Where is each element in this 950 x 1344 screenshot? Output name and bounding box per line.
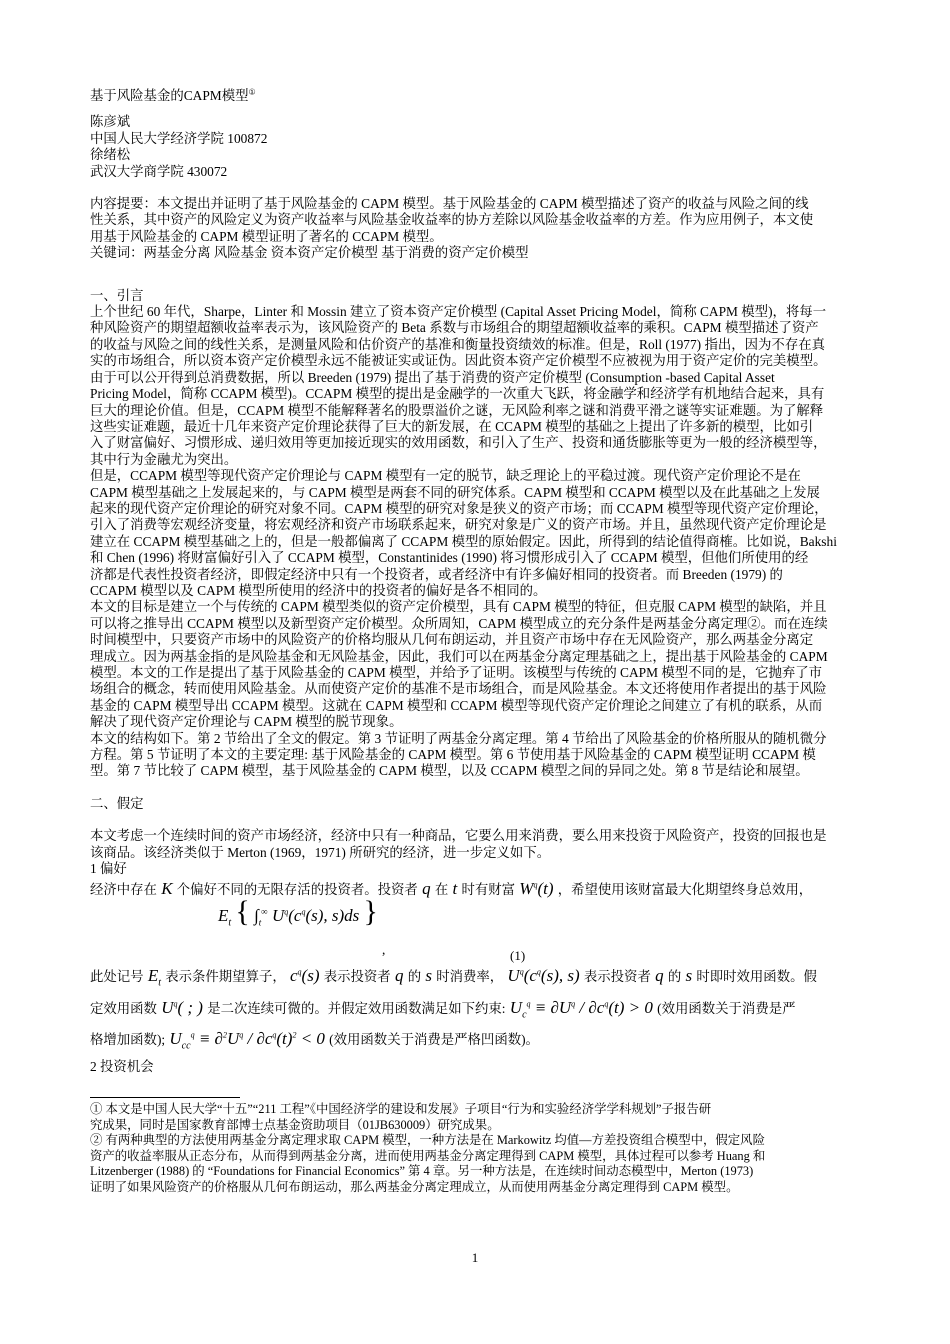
author-affiliation: 中国人民大学经济学院 100872	[90, 130, 268, 146]
section-heading: 二、假定	[90, 795, 144, 811]
section2-body: 本文考虑一个连续时间的资产市场经济，经济中只有一种商品，它要么用来消费，要么用来投资于风险资产，投资的回报也是 该商品。该经济类似于 Merton (1969，1971) 所研究的经济，进一步定义如下。 1 偏好 经济中存在 K 个偏好不同的无限存活的投资者。投资者 q 在 t 时有财富 $W^q(t)$ ，希望使用该财富最大化期望终身总效用， $E_t$ { $\int_t^\infty$ $U^q(c^q(s)$, s)ds } , (1) 此处记号 $E_t$ 表示条件期望算子， $c^q(s)$ 表示投资者 q 的 s 时消费率， $U^q(c^q(s)$, s) 表示投资者 q 的 s 时即时效用函数。假 定效用函数 $U^q$( ; ) 是二次连续可微的。并假定效用函数满足如下约束: $U_c^q \equiv \partial U^q / \partial c^q(t) > 0$ (效用函数关于消费是严 格增加函数); $U_{cc}^q \equiv \partial^2U^q / \partial c^q(t)^2 < 0$ (效用函数关于消费是严格凹函数)。 2 投资机会	[90, 828, 862, 1075]
footnotes: ① 本文是中国人民大学“十五”“211 工程”《中国经济学的建设和发展》子项目“行为和实验经济学学科规划”子报告研 究成果，同时是国家教育部博士点基金资助项目（01JB630009）研究成果。 ② 有两种典型的方法使用两基金分离定理求取 CAPM 模型，一种方法是在 Markowitz 均值—方差投资组合模型中，假定风险 资产的收益率服从正态分布，从而得到两基金分离，进而使用两基金分离定理得到 CAPM 模型，具体过程可以参考 Huang 和 Litzenberger (1988) 的 “Foundations for Financial Economics” 第 4 章。另一种方法是，在连续时间动态模型中，Merton (1973) 证明了如果风险资产的价格服从几何布朗运动，那么两基金分离定理成立，从而使用两基金分离定理得到 CAPM 模型。	[90, 1102, 766, 1195]
author-affiliation: 武汉大学商学院 430072	[90, 163, 228, 179]
subsection-heading: 2 投资机会	[90, 1058, 154, 1074]
author-name: 陈彦斌	[90, 114, 131, 130]
preference-line: 经济中存在 K 个偏好不同的无限存活的投资者。投资者 q 在 t 时有财富 $W^q(t)$ ，希望使用该财富最大化期望终身总效用，	[90, 879, 813, 899]
paper-page	[90, 88, 862, 1196]
equation-number: (1)	[510, 948, 526, 964]
section1-body: 上个世纪 60 年代，Sharpe，Linter 和 Mossin 建立了资本资产定价模型 (Capital Asset Pricing Model，简称 CAPM 模型)，将每一 种风险资产的期望超额收益率表示为，该风险资产的 Beta 系数与市场组合的期望超额收益率的乘积。CAPM 模型描述了资产 的收益与风险之间的线性关系，是测量风险和估价资产的基准和衡量投资绩效的标准。但是，Roll (1977) 指出，因为不存在真 实的市场组合，所以资本资产定价模型永远不能被证实或证伪。因此资本资产定价模型不应被视为用于资产定价的完美模型。 由于可以公开得到总消费数据，所以 Breeden (1979) 提出了基于消费的资产定价模型 (Consumption -based Capital Asset Pricing Model，简称 CCAPM 模型)。CCAPM 模型的提出是金融学的一次重大飞跃，将金融学和经济学有机地结合起来，具有 巨大的理论价值。但是，CCAPM 模型不能解释著名的股票溢价之谜，无风险利率之谜和消费平滑之谜等实证难题。为了解释 这些实证难题，最近十几年来资产定价理论获得了巨大的新发展，在 CCAPM 模型的基础之上提出了许多新的模型，比如引 入了财富偏好、习惯形成、递归效用等更加接近现实的效用函数，和引入了生产、投资和通货膨胀等更为一般的经济模型等， 其中行为金融尤为突出。 但是，CCAPM 模型等现代资产定价理论与 CAPM 模型有一定的脱节，缺乏理论上的平稳过渡。现代资产定价理论不是在 CAPM 模型基础之上发展起来的，与 CAPM 模型是两套不同的研究体系。CAPM 模型和 CCAPM 模型以及在此基础之上发展 起来的现代资产定价理论的研究对象不同。CAPM 模型的研究对象是狭义的资产市场；而 CCAPM 模型等现代资产定价理论， 引入了消费等宏观经济变量，将宏观经济和资产市场联系起来，研究对象是广义的资产市场。并且，虽然现代资产定价理论是 建立在 CCAPM 模型基础之上的，但是一般都偏离了 CCAPM 模型的原始假定。因此，所得到的结论值得商榷。比如说，Bakshi 和 Chen (1996) 将财富偏好引入了 CCAPM 模型，Constantinides (1990) 将习惯形成引入了 CCAPM 模型，但他们所使用的经 济都是代表性投资者经济，即假定经济中只有一个投资者，或者经济中有许多偏好相同的投资者。而 Breeden (1979) 的 CCAPM 模型以及 CAPM 模型所使用的经济中的投资者的偏好是各不相同的。 本文的目标是建立一个与传统的 CAPM 模型类似的资产定价模型，具有 CAPM 模型的特征，但克服 CAPM 模型的缺陷，并且 可以将之推导出 CCAPM 模型以及新型资产定价模型。众所周知，CAPM 模型成立的充分条件是两基金分离定理②。而在连续 时间模型中，只要资产市场中的风险资产的价格均服从几何布朗运动，并且资产市场中存在无风险资产，那么两基金分离定 理成立。因为两基金指的是风险基金和无风险基金，因此，我们可以在两基金分离定理基础之上，提出基于风险基金的 CAPM 模型。本文的工作是提出了基于风险基金的 CAPM 模型，并给予了证明。该模型与传统的 CAPM 模型不同的是，它抛弃了市 场组合的概念，转而使用风险基金。从而使资产定价的基准不是市场组合，而是风险基金。本文还将使用作者提出的基于风险 基金的 CAPM 模型导出 CCAPM 模型。这就在 CAPM 模型和 CCAPM 模型等现代资产定价理论之间建立了有机的联系，从而 解决了现代资产定价理论与 CAPM 模型的脱节现象。 本文的结构如下。第 2 节给出了全文的假定。第 3 节证明了两基金分离定理。第 4 节给出了风险基金的价格所服从的随机微分 方程。第 5 节证明了本文的主要定理: 基于风险基金的 CAPM 模型。第 6 节使用基于风险基金的 CAPM 模型证明 CCAPM 模 型。第 7 节比较了 CAPM 模型，基于风险基金的 CAPM 模型，以及 CCAPM 模型之间的异同之处。第 8 节是结论和展望。	[90, 304, 837, 779]
author-name: 徐绪松	[90, 147, 131, 163]
paper-title: 基于风险基金的CAPM模型①	[90, 88, 256, 103]
keywords: 关键词：两基金分离 风险基金 资本资产定价模型 基于消费的资产定价模型	[90, 245, 529, 261]
page-number: 1	[471, 1250, 479, 1265]
subsection-heading: 1 偏好	[90, 861, 127, 877]
equation-1: $E_t$ { $\int_t^\infty$ $U^q(c^q(s)$, s)ds } , (1)	[218, 895, 526, 964]
footnote-rule	[90, 1097, 240, 1098]
author-block	[90, 114, 862, 180]
section-heading: 一、引言	[90, 287, 144, 303]
abstract: 内容提要：本文提出并证明了基于风险基金的 CAPM 模型。基于风险基金的 CAPM 模型描述了资产的收益与风险之间的线 性关系，其中资产的风险定义为资产收益率与风险基金收益率的协方差除以风险基金收益率的方差。作为应用例子，本文使 用基于风险基金的 CAPM 模型证明了著名的 CCAPM 模型。 关键词：两基金分离 风险基金 资本资产定价模型 基于消费的资产定价模型	[90, 196, 862, 262]
